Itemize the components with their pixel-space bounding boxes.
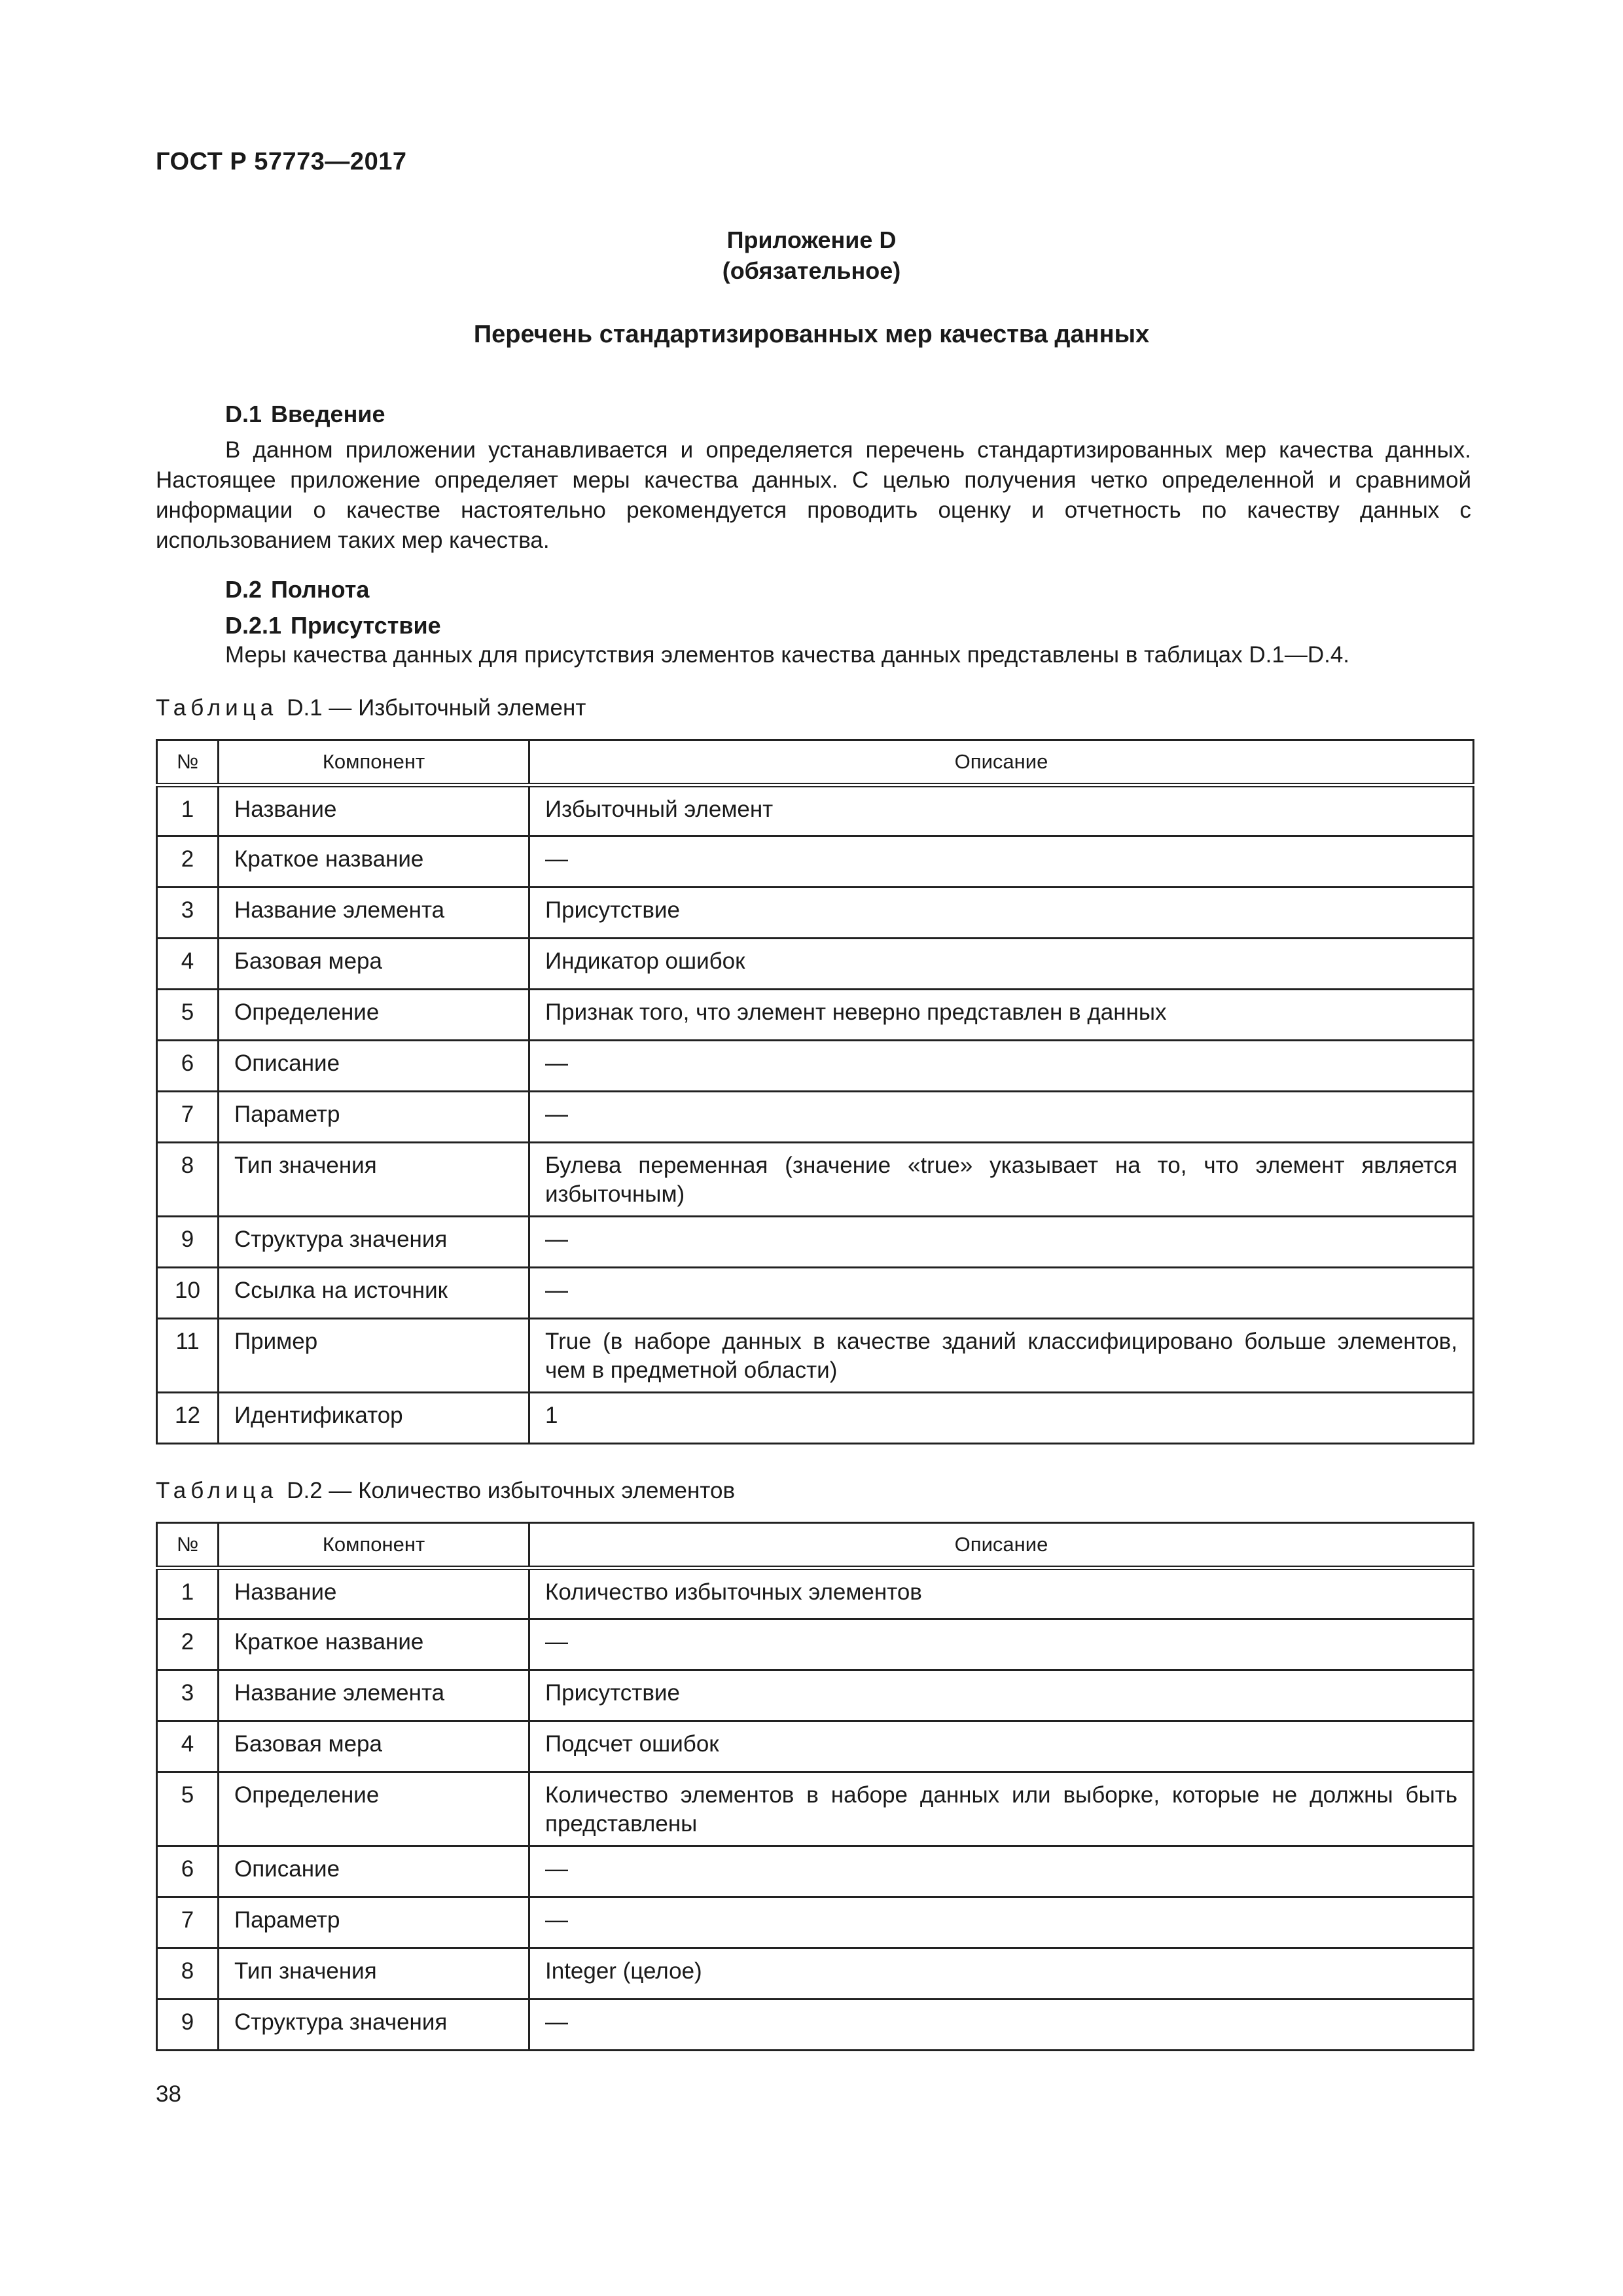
row-description: — (529, 1846, 1474, 1897)
table-row (157, 1897, 1474, 1948)
table-row (157, 1846, 1474, 1897)
row-description: — (529, 1268, 1474, 1319)
section-heading-d1 (225, 401, 385, 428)
row-number: 7 (157, 1897, 219, 1948)
row-number: 5 (157, 990, 219, 1041)
row-number: 9 (157, 2000, 219, 2051)
row-number: 4 (157, 939, 219, 990)
row-description: Подсчет ошибок (529, 1721, 1474, 1772)
document-header: ГОСТ Р 57773—2017 (156, 148, 407, 175)
table-caption-text: D.1 — Избыточный элемент (287, 695, 586, 721)
section-number: D.2 (225, 576, 262, 603)
table-row (157, 1721, 1474, 1772)
row-description: Integer (целое) (529, 1948, 1474, 2000)
table-row (157, 1568, 1474, 1619)
row-component: Тип значения (219, 1143, 529, 1217)
table-row (157, 1772, 1474, 1846)
intro-paragraph: В данном приложении устанавливается и определяется перечень стандартизированных мер качества данных. Настоящее приложение определяет меры качества данных. С целью получения четко определенной и сравнимой информации о качестве настоятельно рекомендуется проводить оценку и отчетность по качеству данных с использованием таких мер качества. (156, 437, 1471, 553)
row-component: Идентификатор (219, 1393, 529, 1444)
table-row (157, 1143, 1474, 1217)
row-description: Присутствие (529, 888, 1474, 939)
row-component: Название (219, 1568, 529, 1619)
row-component: Структура значения (219, 1217, 529, 1268)
row-description: — (529, 1092, 1474, 1143)
table-d1 (156, 739, 1474, 1444)
table-row (157, 888, 1474, 939)
appendix-status: (обязательное) (722, 257, 901, 284)
row-component: Название элемента (219, 888, 529, 939)
table-row (157, 1217, 1474, 1268)
row-number: 5 (157, 1772, 219, 1846)
page-title: Перечень стандартизированных мер качества данных (473, 321, 1150, 348)
table-header-row (157, 740, 1474, 785)
table-caption-word: Таблица (156, 695, 278, 721)
row-number: 4 (157, 1721, 219, 1772)
row-description: — (529, 1897, 1474, 1948)
table-row (157, 1041, 1474, 1092)
table-row (157, 1948, 1474, 2000)
appendix-title: Приложение D (726, 226, 897, 253)
section-number: D.1 (225, 401, 262, 427)
row-description: — (529, 2000, 1474, 2051)
row-description: Булева переменная (значение «true» указывает на то, что элемент является избыточным) (529, 1143, 1474, 1217)
row-number: 10 (157, 1268, 219, 1319)
table-header-row (157, 1523, 1474, 1568)
row-description: — (529, 1217, 1474, 1268)
table-row (157, 2000, 1474, 2051)
section-title: Введение (271, 401, 385, 427)
row-component: Определение (219, 1772, 529, 1846)
column-header-description: Описание (529, 1523, 1474, 1568)
row-number: 8 (157, 1143, 219, 1217)
row-number: 3 (157, 888, 219, 939)
column-header-num: № (157, 1523, 219, 1568)
row-number: 3 (157, 1670, 219, 1721)
row-component: Параметр (219, 1897, 529, 1948)
row-component: Тип значения (219, 1948, 529, 2000)
row-component: Название элемента (219, 1670, 529, 1721)
row-component: Параметр (219, 1092, 529, 1143)
row-component: Определение (219, 990, 529, 1041)
table-row (157, 1393, 1474, 1444)
table-row (157, 1619, 1474, 1670)
column-header-description: Описание (529, 740, 1474, 785)
column-header-component: Компонент (219, 740, 529, 785)
row-description: Признак того, что элемент неверно представлен в данных (529, 990, 1474, 1041)
section-heading-d2 (225, 576, 369, 603)
table-row (157, 836, 1474, 888)
row-description: Количество элементов в наборе данных или выборке, которые не должны быть представлены (529, 1772, 1474, 1846)
table-row (157, 1092, 1474, 1143)
page-number: 38 (156, 2081, 181, 2107)
row-description: — (529, 1619, 1474, 1670)
row-component: Описание (219, 1846, 529, 1897)
row-number: 11 (157, 1319, 219, 1393)
presence-text: Меры качества данных для присутствия элементов качества данных представлены в таблицах D.1—D.4. (225, 642, 1350, 668)
row-component: Базовая мера (219, 1721, 529, 1772)
row-number: 6 (157, 1041, 219, 1092)
row-component: Название (219, 785, 529, 836)
column-header-num: № (157, 740, 219, 785)
row-component: Структура значения (219, 2000, 529, 2051)
section-heading-d21 (225, 612, 441, 639)
table-caption-d2 (156, 1478, 735, 1504)
table-row (157, 785, 1474, 836)
table-d2 (156, 1522, 1474, 2051)
table-caption-word: Таблица (156, 1478, 278, 1503)
row-description: Количество избыточных элементов (529, 1568, 1474, 1619)
row-number: 8 (157, 1948, 219, 2000)
row-number: 7 (157, 1092, 219, 1143)
row-number: 2 (157, 836, 219, 888)
row-component: Ссылка на источник (219, 1268, 529, 1319)
section-number: D.2.1 (225, 612, 282, 639)
table-caption-d1 (156, 695, 586, 721)
table-row (157, 939, 1474, 990)
row-component: Базовая мера (219, 939, 529, 990)
row-component: Описание (219, 1041, 529, 1092)
row-number: 2 (157, 1619, 219, 1670)
row-description: True (в наборе данных в качестве зданий классифицировано больше элементов, чем в предметной области) (529, 1319, 1474, 1393)
table-row (157, 1319, 1474, 1393)
row-component: Краткое название (219, 1619, 529, 1670)
table-row (157, 1268, 1474, 1319)
row-component: Пример (219, 1319, 529, 1393)
row-description: Присутствие (529, 1670, 1474, 1721)
row-description: 1 (529, 1393, 1474, 1444)
row-description: — (529, 836, 1474, 888)
section-title: Присутствие (291, 612, 441, 639)
row-number: 1 (157, 785, 219, 836)
column-header-component: Компонент (219, 1523, 529, 1568)
row-number: 1 (157, 1568, 219, 1619)
section-title: Полнота (271, 576, 370, 603)
row-number: 12 (157, 1393, 219, 1444)
row-component: Краткое название (219, 836, 529, 888)
row-description: Избыточный элемент (529, 785, 1474, 836)
row-description: — (529, 1041, 1474, 1092)
row-description: Индикатор ошибок (529, 939, 1474, 990)
table-caption-text: D.2 — Количество избыточных элементов (287, 1478, 736, 1503)
row-number: 9 (157, 1217, 219, 1268)
table-row (157, 990, 1474, 1041)
table-row (157, 1670, 1474, 1721)
row-number: 6 (157, 1846, 219, 1897)
